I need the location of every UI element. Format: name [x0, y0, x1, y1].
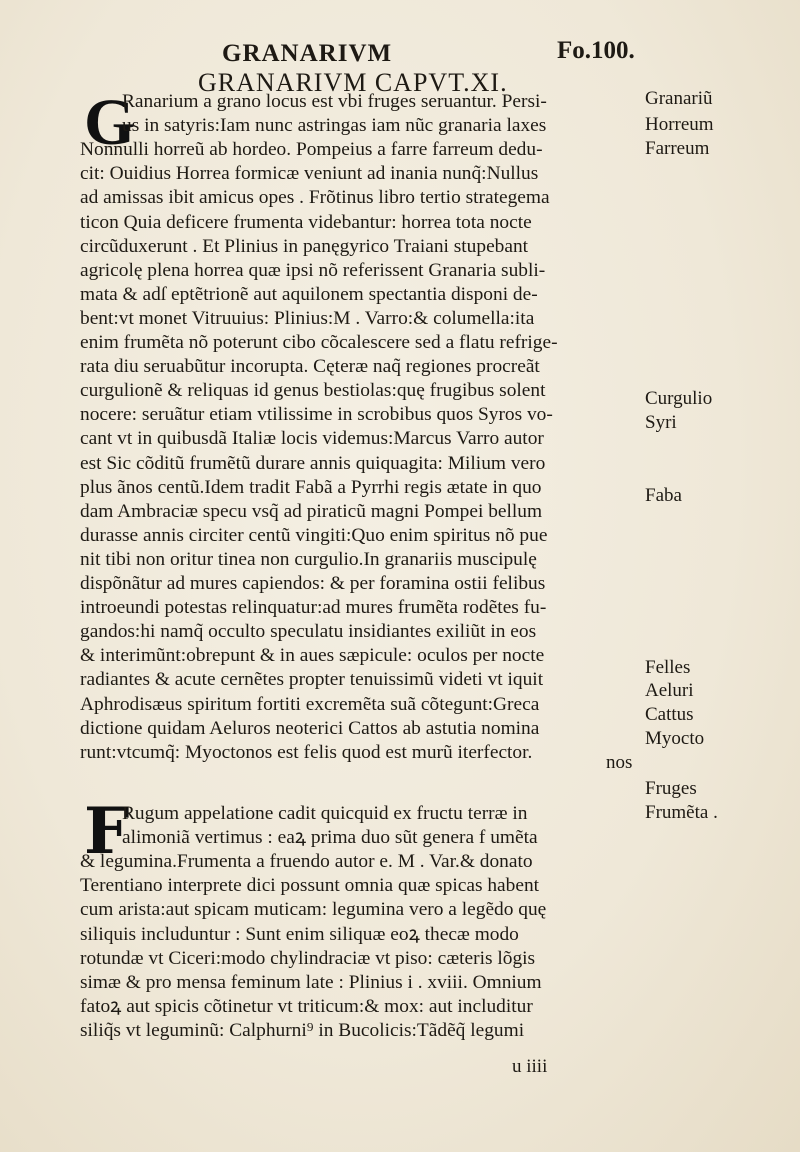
text-line: Ranarium a grano locus est vbi fruges seruantur. Persi- — [122, 91, 547, 112]
text-line: rotundæ vt Ciceri:modo chylindraciæ vt piso: cæteris lõgis — [80, 947, 536, 969]
margin-note: Myocto — [645, 728, 705, 749]
margin-note: Farreum — [645, 138, 710, 159]
text-line: dam Ambraciæ specu vsq̃ ad piraticũ magni Pompei bellum — [80, 500, 543, 522]
text-line: us in satyris:Iam nunc astringas iam nũc granaria laxes — [122, 115, 547, 137]
text-line: mata & adſ eptẽtrionẽ aut aquilonem spectantia disponi de- — [80, 283, 538, 305]
text-line: cum arista:aut spicam muticam: legumina vero a legẽdo quę — [80, 899, 547, 921]
margin-note: Cattus — [645, 704, 694, 725]
running-head: GRANARIVM — [222, 40, 393, 67]
margin-note: Horreum — [645, 114, 714, 135]
text-line: fatoꝝ aut spicis cõtinetur vt triticum:& mox: aut includitur — [80, 995, 533, 1017]
text-line: est Sic cõditũ frumẽtũ durare annis quiquagita: Milium vero — [80, 452, 546, 474]
margin-note: Syri — [645, 412, 677, 433]
text-line: durasse annis circiter centũ vingiti:Quo enim spiritus nõ pue — [80, 524, 548, 546]
folio-number: Fo.100. — [557, 37, 635, 64]
text-line: ad amissas ibit amicus opes . Frõtinus libro tertio strategema — [80, 187, 550, 209]
text-line: simæ & pro mensa feminum late : Plinius i . xviii. Omnium — [80, 971, 542, 993]
text-line: cant vt in quibusdã Italiæ locis videmus:Marcus Varro autor — [80, 428, 544, 450]
text-line: Terentiano interprete dici possunt omnia quæ spicas habent — [80, 875, 540, 897]
trailing-word: nos — [606, 752, 633, 773]
text-line: agricolę plena horrea quæ ipsi nõ referissent Granaria subli- — [80, 259, 546, 281]
text-line: nocere: seruãtur etiam vtilissime in scrobibus quos Syros vo- — [80, 404, 553, 426]
text-line: rata diu seruabũtur incorupta. Cęteræ naq̃ regiones procreãt — [80, 356, 540, 378]
text-line: dispõnãtur ad mures capiendos: & per foramina ostii felibus — [80, 573, 546, 594]
margin-note: Granariũ — [645, 88, 713, 109]
margin-note: Curgulio — [645, 388, 713, 409]
text-line: Aphrodisæus spiritum fortiti excremẽta suã cõtegunt:Greca — [80, 693, 540, 715]
text-line: siliquis includuntur : Sunt enim siliquæ eoꝝ thecæ modo — [80, 923, 519, 945]
margin-note: Faba — [645, 485, 682, 506]
margin-note: Felles — [645, 657, 691, 678]
text-line: curgulionẽ & reliquas id genus bestiolas:quę frugibus solent — [80, 380, 546, 402]
text-line: alimoniã vertimus : eaꝝ prima duo sũt genera f umẽta — [122, 827, 538, 849]
text-line: enim frumẽta nõ poterunt cibo cõcalescere sed a flatu refrige- — [80, 332, 558, 353]
text-line: Rugum appelatione cadit quicquid ex fructu terræ in — [122, 803, 528, 824]
text-line: runt:vtcumq̃: Myoctonos est felis quod est murũ iterfector. — [80, 741, 533, 763]
text-line: & legumina.Frumenta a fruendo autor e. M . Var.& donato — [80, 851, 533, 873]
text-line: cit: Ouidius Horrea formicæ veniunt ad inania nunq̃:Nullus — [80, 163, 539, 185]
text-line: plus ãnos centũ.Idem tradit Fabã a Pyrrhi regis ætate in quo — [80, 476, 542, 498]
text-line: siliq̃s vt leguminũ: Calphurni⁹ in Bucolicis:Tãdẽq̃ legumi — [80, 1019, 525, 1041]
catchword: u iiii — [512, 1056, 548, 1077]
margin-note: Fruges — [645, 778, 697, 799]
decorated-initial-g: G — [84, 86, 136, 159]
text-line: introeundi potestas relinquatur:ad mures frumẽta rodẽtes fu- — [80, 597, 547, 619]
text-line: nit tibi non oritur tinea non curgulio.In granariis muscipulę — [80, 548, 537, 570]
text-line: radiantes & acute cernẽtes propter tenuissimũ videti vt iquit — [80, 669, 544, 691]
chapter-title: GRANARIVM CAPVT.XI. — [198, 68, 508, 97]
text-line: & interimũnt:obrepunt & in aues sæpicule: oculos per nocte — [80, 645, 545, 667]
text-line: circũduxerunt . Et Plinius in panęgyrico Traiani stupebant — [80, 235, 529, 257]
text-line: bent:vt monet Vitruuius: Plinius:M . Varro:& columella:ita — [80, 307, 535, 329]
text-line: ticon Quia deficere frumenta videbantur: horrea tota nocte — [80, 211, 532, 233]
text-line: dictione quidam Aeluros neoterici Cattos ab astutia nomina — [80, 717, 540, 739]
text-line: Nonnulli horreũ ab hordeo. Pompeius a farre farreum dedu- — [80, 139, 543, 161]
text-line: gandos:hi namq̃ occulto speculatu insidiantes exiliũt in eos — [80, 621, 537, 643]
margin-note: Aeluri — [645, 680, 694, 701]
margin-note: Frumẽta . — [645, 802, 718, 823]
decorated-initial-f: F — [84, 794, 130, 869]
